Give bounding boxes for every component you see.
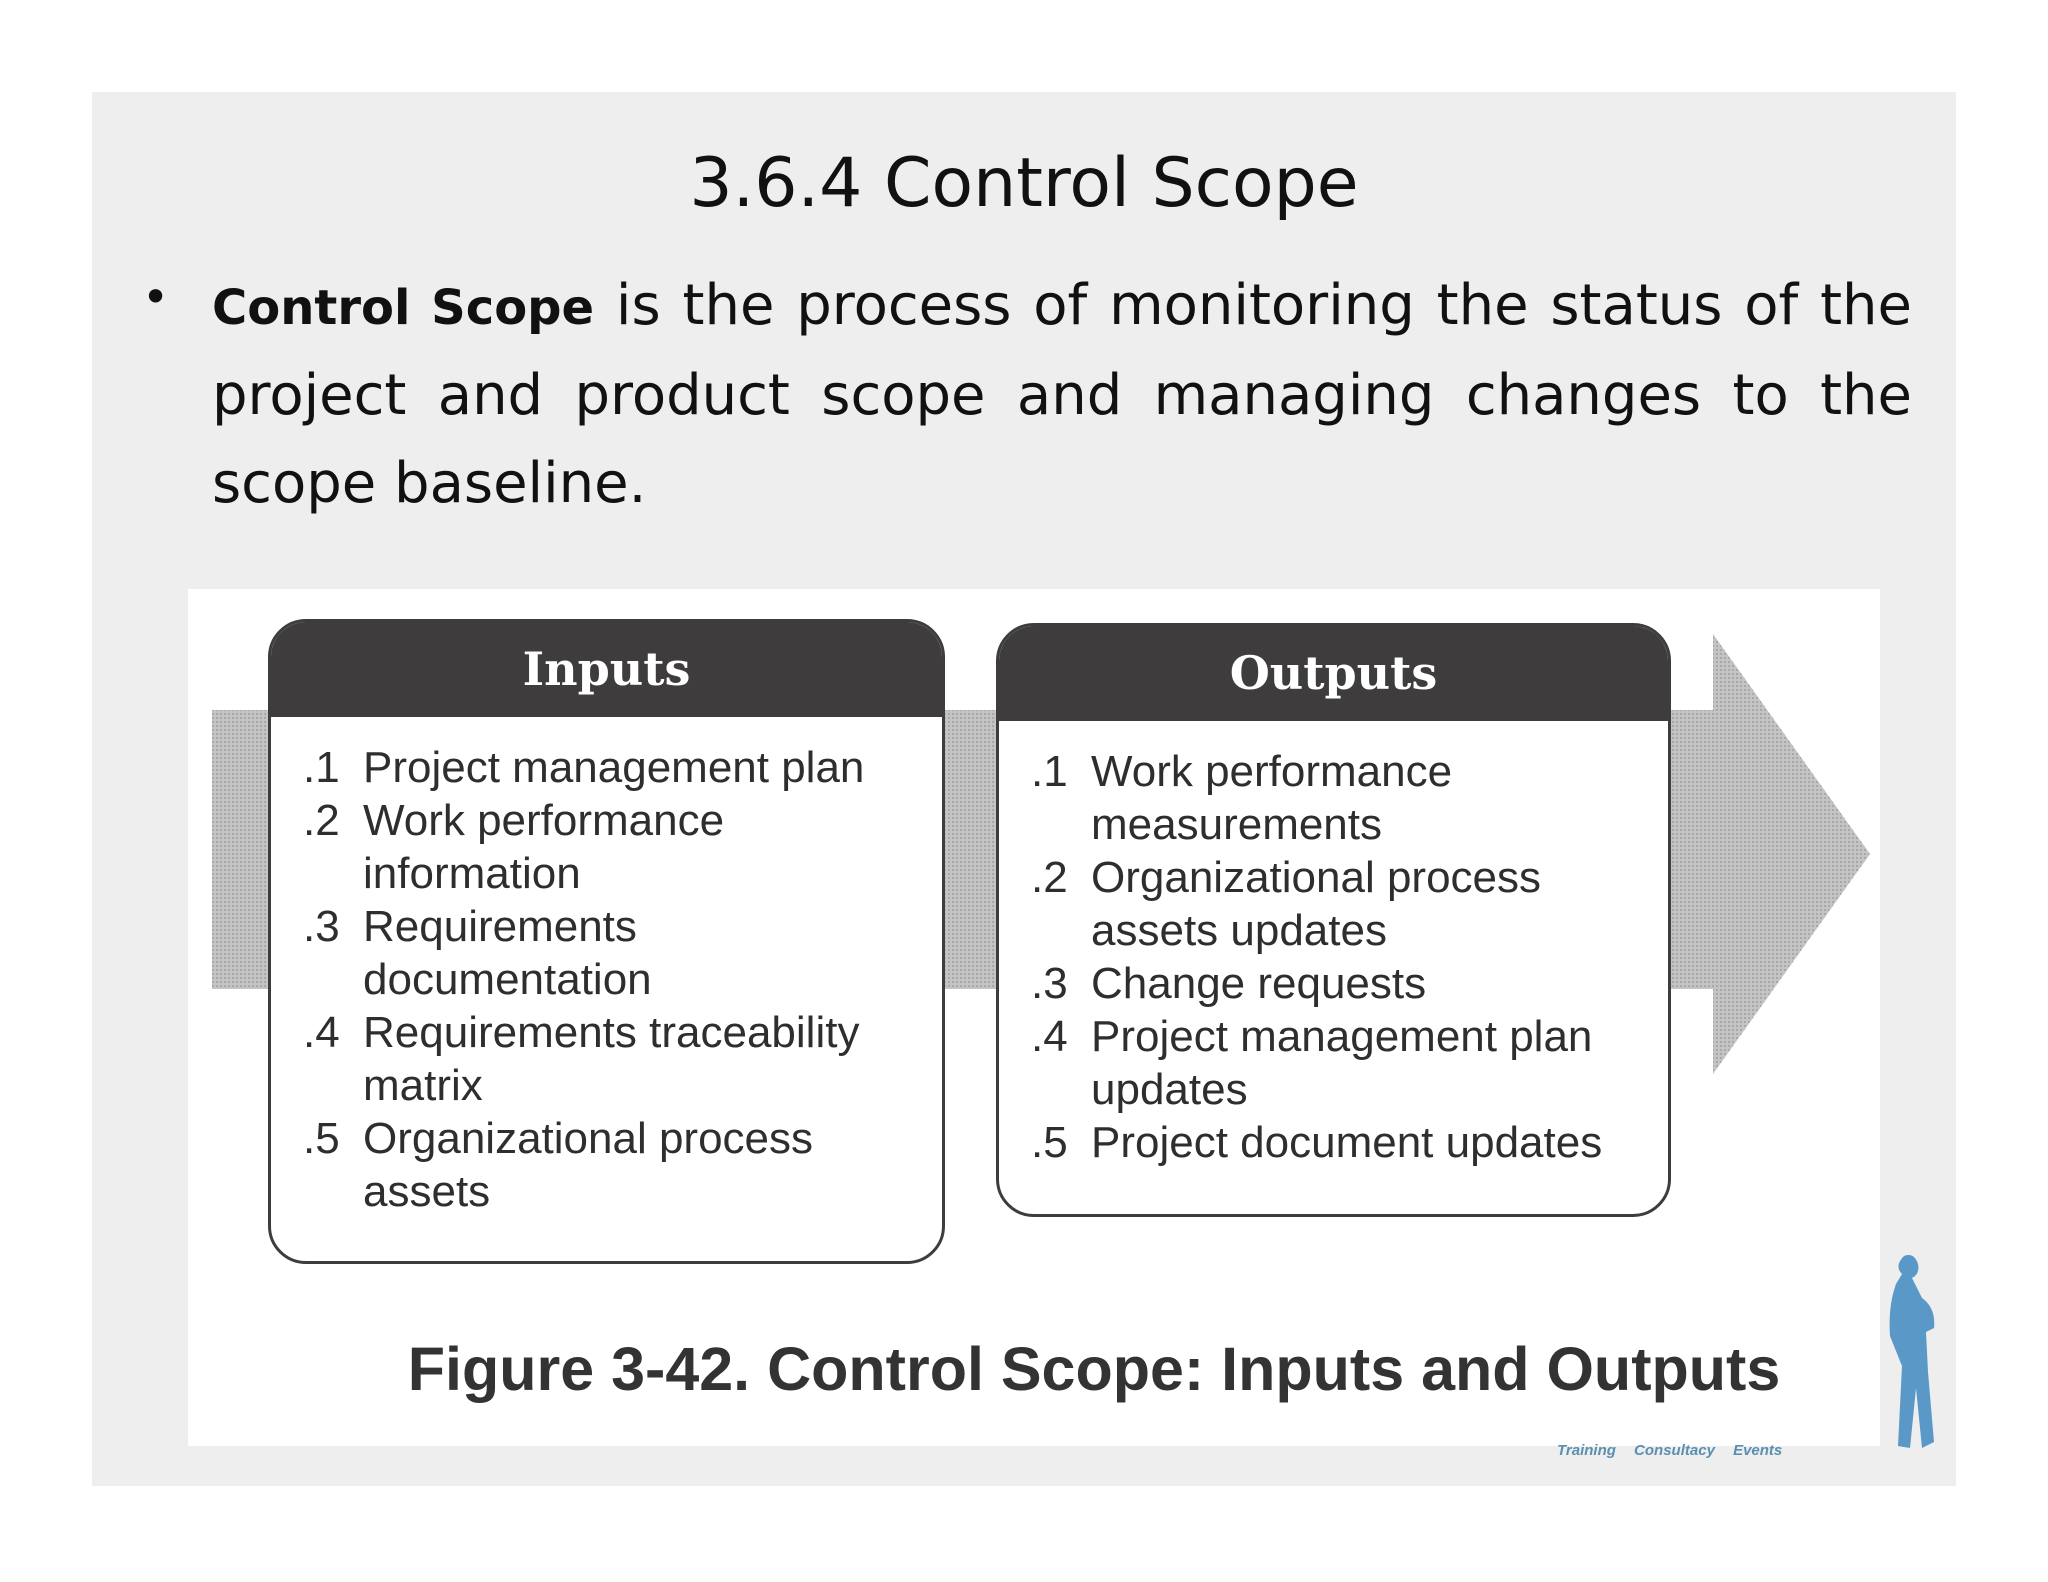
list-item — [1031, 745, 1658, 851]
list-item — [303, 900, 932, 1006]
item-text: Work performance measurements — [1091, 747, 1453, 849]
item-number: .1 — [303, 743, 340, 792]
item-number: .2 — [303, 796, 340, 845]
item-text: Project management plan updates — [1091, 1012, 1593, 1114]
item-text: Change requests — [1091, 959, 1427, 1008]
list-item — [303, 794, 932, 900]
list-item — [1031, 1010, 1658, 1116]
figure — [188, 589, 1880, 1446]
item-text: Work performance information — [363, 796, 725, 898]
item-number: .4 — [303, 1008, 340, 1057]
bullet-description: is the process of monitoring the status of the project and product scope and managing changes to the scope baseline. — [212, 273, 1913, 516]
item-text: Project document updates — [1091, 1118, 1603, 1167]
item-text: Organizational process assets updates — [1091, 853, 1542, 955]
list-item — [303, 1006, 932, 1112]
outputs-header: Outputs — [999, 626, 1668, 721]
inputs-panel — [268, 619, 945, 1264]
item-number: .5 — [303, 1114, 340, 1163]
item-text: Project management plan — [363, 743, 865, 792]
bullet-term: Control Scope — [212, 280, 595, 336]
outputs-list — [999, 721, 1668, 1169]
list-item — [303, 1112, 932, 1218]
item-text: Requirements documentation — [363, 902, 652, 1004]
item-text: Organizational process assets — [363, 1114, 814, 1216]
outputs-panel — [996, 623, 1671, 1217]
bullet-text — [212, 262, 1912, 528]
list-item — [1031, 851, 1658, 957]
inputs-header: Inputs — [271, 622, 942, 717]
item-number: .1 — [1031, 747, 1068, 796]
item-number: .2 — [1031, 853, 1068, 902]
footer-logo-text: Training Consultacy Events — [1557, 1442, 1783, 1459]
person-silhouette-icon — [1882, 1252, 1942, 1452]
item-number: .3 — [1031, 959, 1068, 1008]
slide — [92, 92, 1956, 1486]
list-item — [303, 741, 932, 794]
bullet-marker: • — [142, 270, 170, 324]
item-number: .5 — [1031, 1118, 1068, 1167]
list-item — [1031, 957, 1658, 1010]
list-item — [1031, 1116, 1658, 1169]
item-text: Requirements traceability matrix — [363, 1008, 860, 1110]
item-number: .4 — [1031, 1012, 1068, 1061]
figure-caption: Figure 3-42. Control Scope: Inputs and Outputs — [407, 1335, 1781, 1403]
inputs-list — [271, 717, 942, 1218]
item-number: .3 — [303, 902, 340, 951]
slide-title: 3.6.4 Control Scope — [689, 144, 1359, 223]
